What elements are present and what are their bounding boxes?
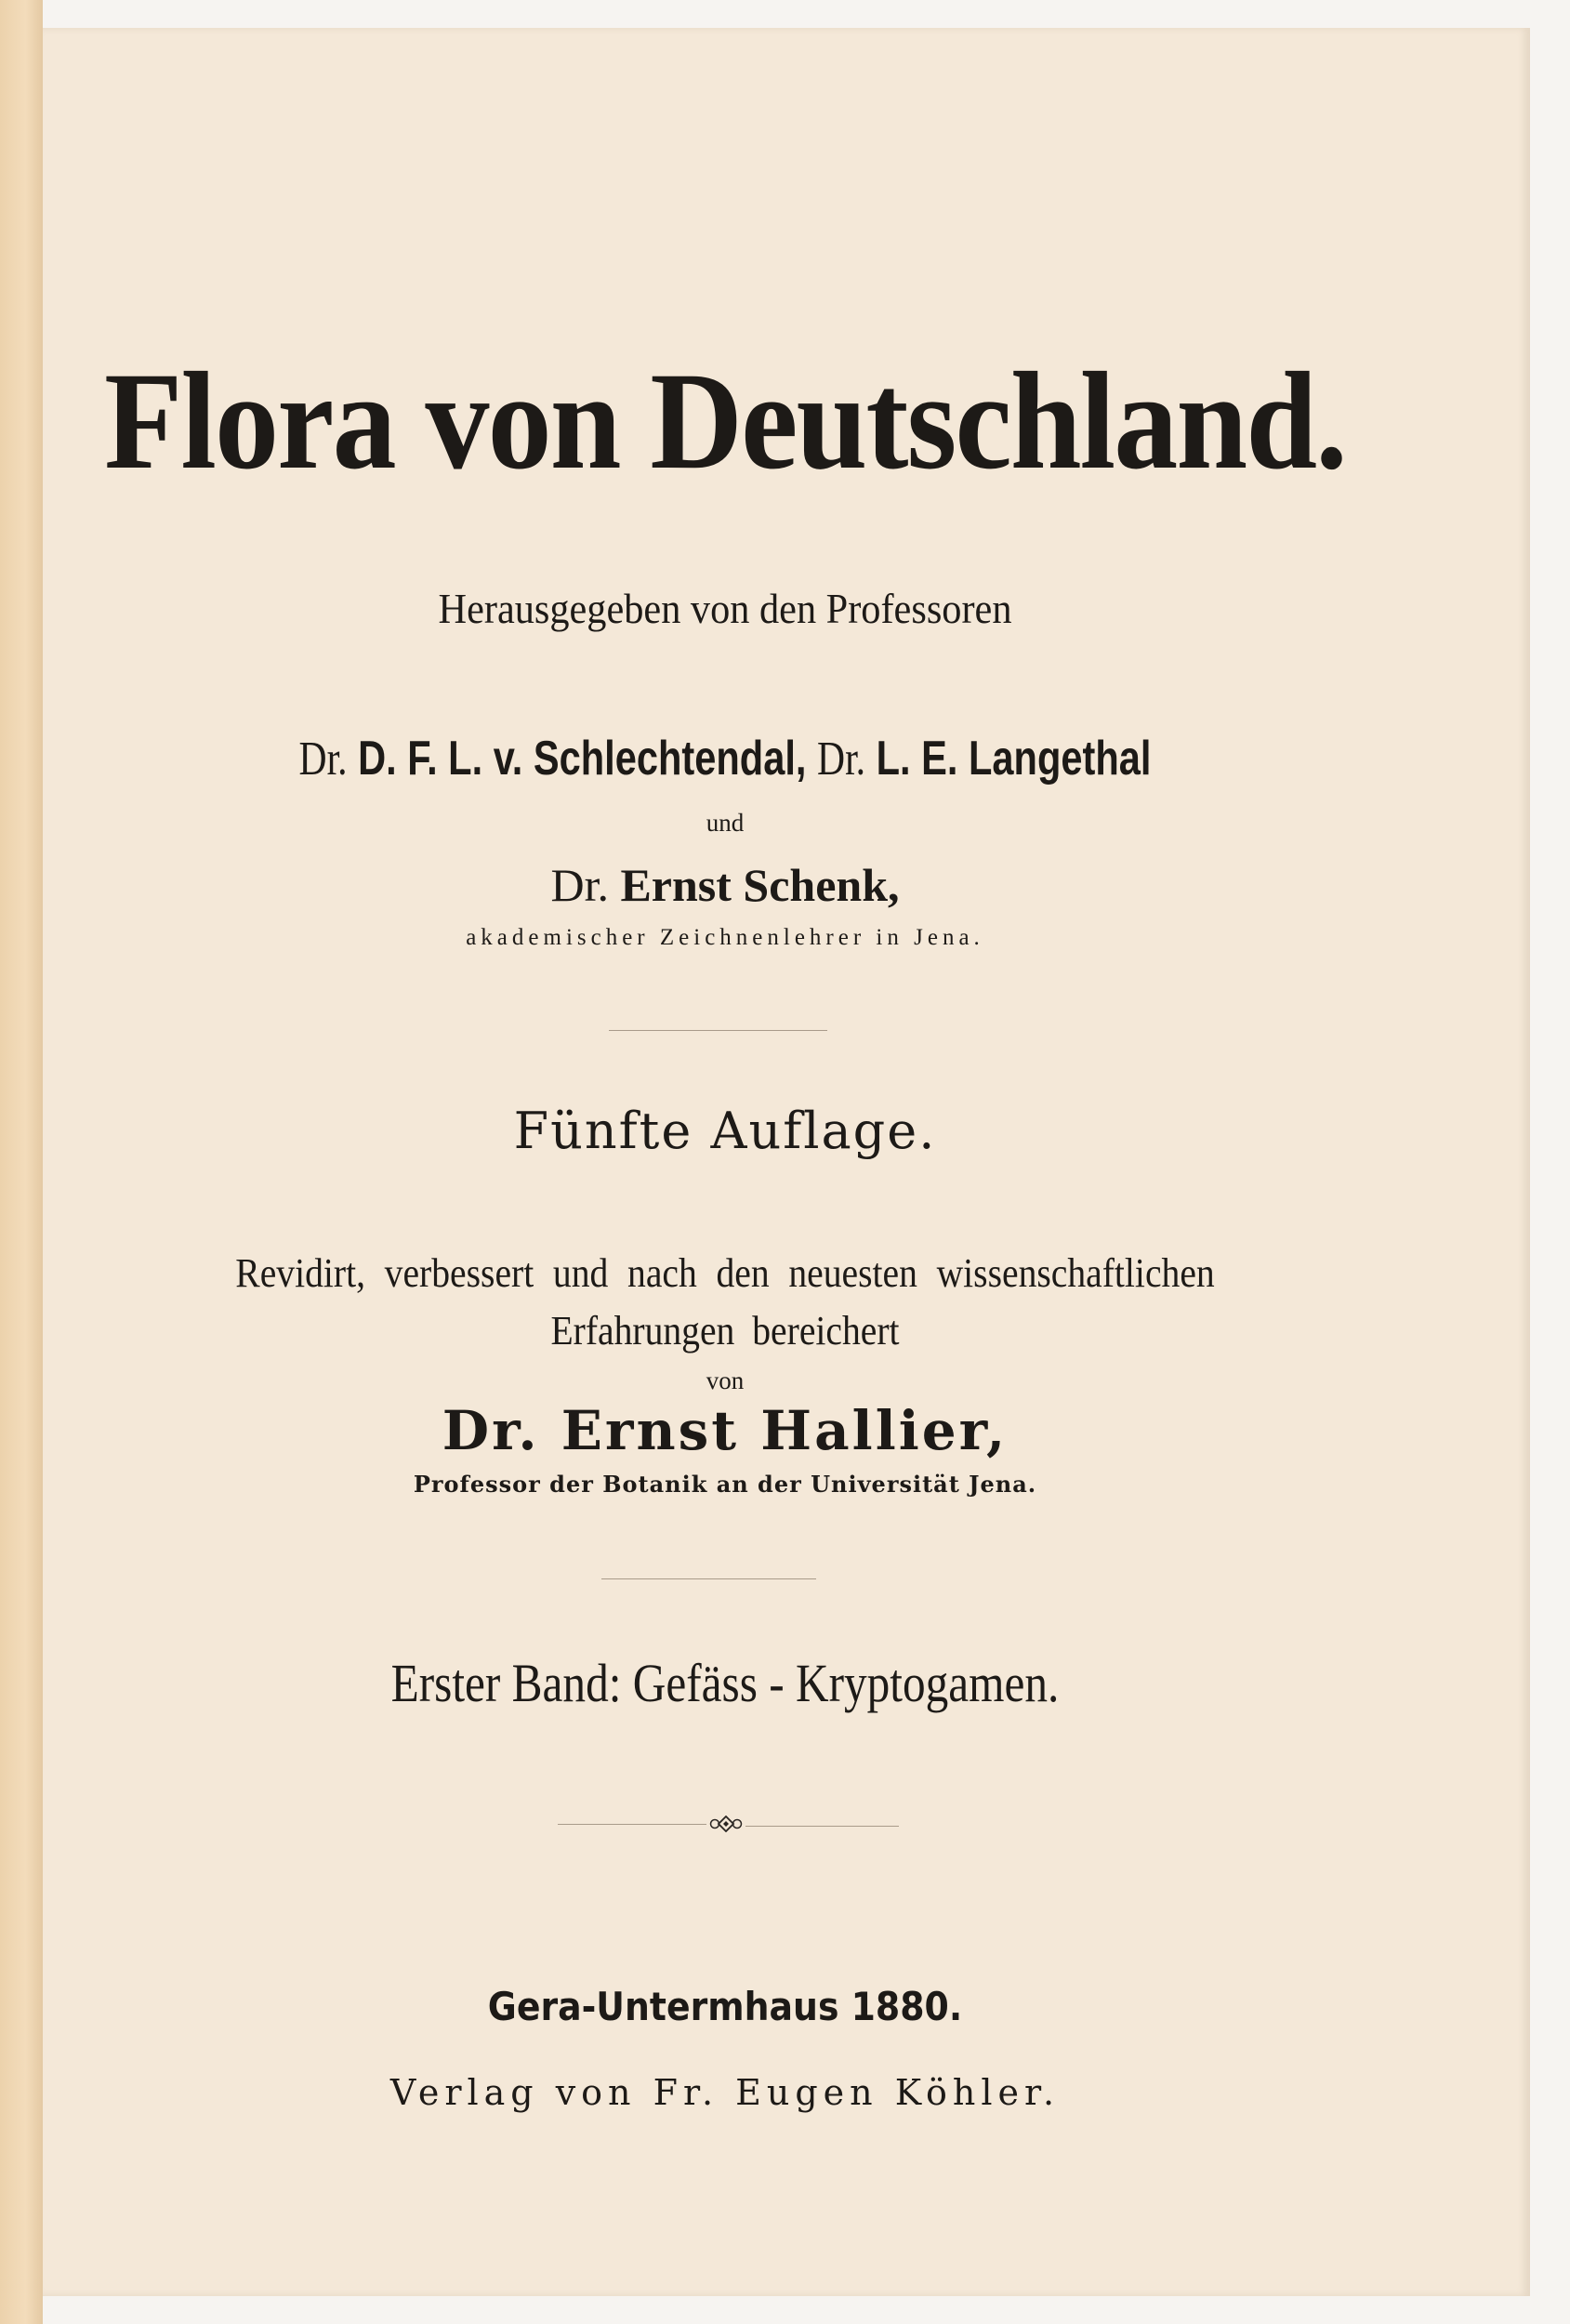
reviser-name: Dr. Ernst Hallier, (442, 1399, 1009, 1462)
authors-line (299, 734, 1152, 784)
author-name: D. F. L. v. Schlechtendal, (358, 732, 807, 786)
ornament-rule-right (745, 1826, 899, 1827)
book-spine-edge (0, 0, 43, 2324)
place-year: Gera-Untermhaus 1880. (487, 1984, 963, 2029)
revision-line-1: Revidirt, verbessert und nach den neuesten wissenschaftlichen (235, 1250, 1215, 1296)
publisher: Verlag von Fr. Eugen Köhler. (389, 2072, 1061, 2113)
book-title: Flora von Deutschland. (104, 344, 1346, 498)
author-name: L. E. Langethal (876, 732, 1152, 786)
divider (601, 1578, 816, 1579)
von-text: von (706, 1367, 745, 1394)
und-text: und (706, 809, 745, 837)
author-title: Dr. (817, 733, 866, 786)
ornament-icon (709, 1816, 743, 1832)
edition: Fünfte Auflage. (513, 1102, 937, 1160)
reviser-role: Professor der Botanik an der Universität Jena. (413, 1471, 1037, 1498)
editors-intro: Herausgegeben von den Professoren (438, 585, 1012, 632)
author-title: Dr. (550, 859, 609, 911)
third-author (550, 859, 900, 911)
third-author-role: akademischer Zeichnenlehrer in Jena. (466, 925, 984, 950)
author-name: Ernst Schenk, (620, 859, 900, 911)
divider (609, 1030, 827, 1031)
revision-line-2: Erfahrungen bereichert (550, 1308, 900, 1353)
ornament-rule-left (558, 1824, 706, 1825)
author-title: Dr. (298, 733, 348, 786)
volume-title: Erster Band: Gefäss - Kryptogamen. (390, 1653, 1060, 1713)
